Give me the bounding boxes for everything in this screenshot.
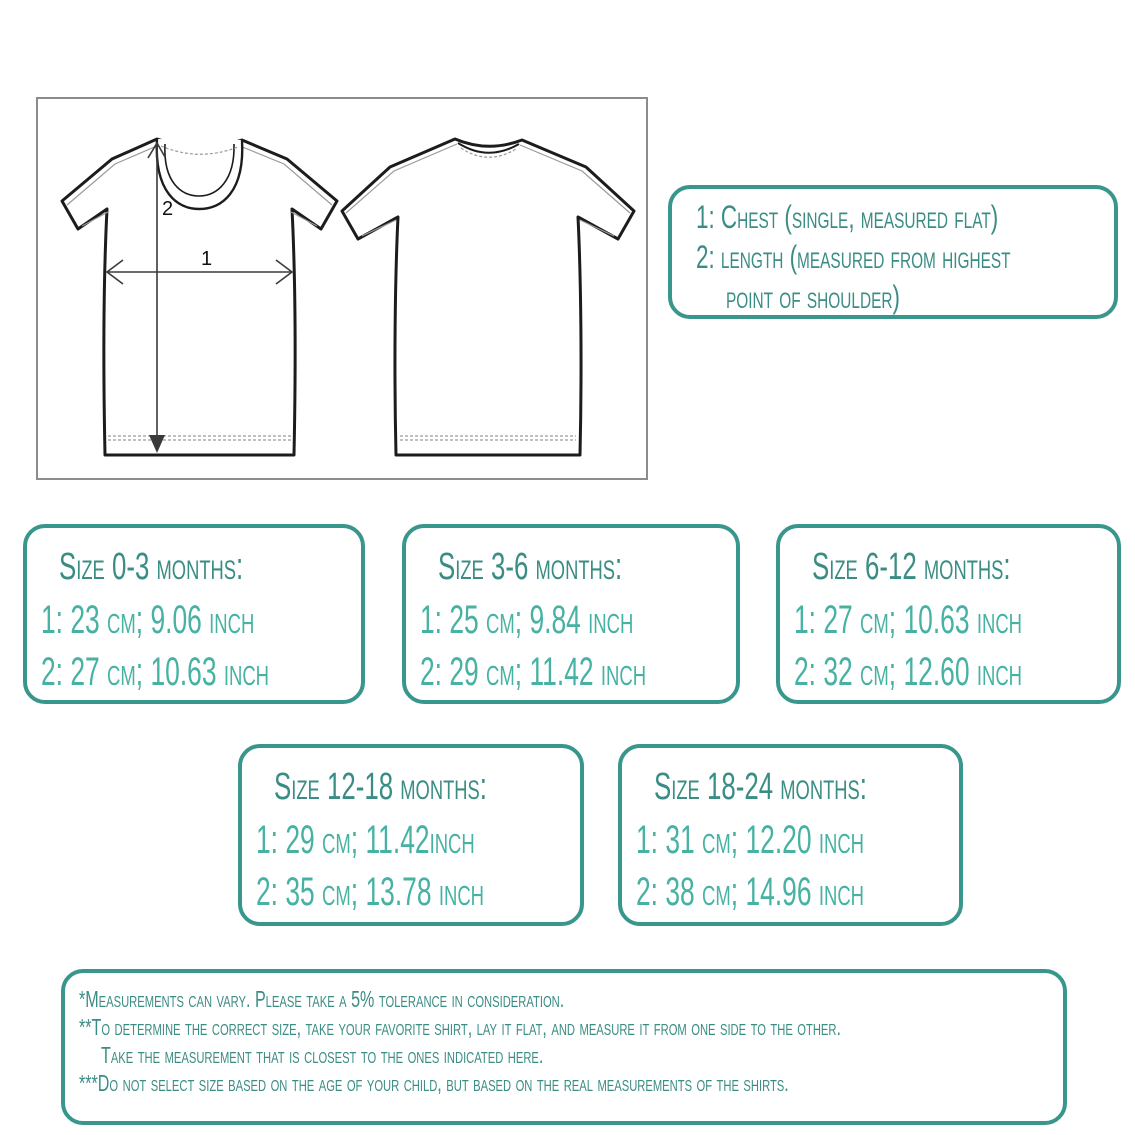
size-box-title: Size 18-24 months: <box>654 766 867 808</box>
size-box-title: Size 3-6 months: <box>438 546 623 588</box>
back-tshirt-drawing <box>342 139 634 455</box>
footnote-tolerance: *Measurements can vary. Please take a 5% tolerance in consideration. <box>79 986 565 1012</box>
length-arrow-label: 2 <box>162 198 174 220</box>
size-box-6-12-months <box>776 524 1121 704</box>
tshirt-diagram-svg <box>38 99 646 478</box>
size-box-3-6-months <box>402 524 740 704</box>
footnote-how-to-measure: **To determine the correct size, take your favorite shirt, lay it flat, and measure it from one side to the other. <box>79 1014 841 1040</box>
chest-arrow-label: 1 <box>201 248 213 270</box>
size-box-chest: 1: 31 cm; 12.20 inch <box>636 818 865 862</box>
size-box-length: 2: 27 cm; 10.63 inch <box>41 650 270 694</box>
footnotes <box>61 969 1067 1125</box>
size-box-12-18-months <box>238 744 584 926</box>
size-box-title: Size 12-18 months: <box>274 766 487 808</box>
size-box-title: Size 6-12 months: <box>812 546 1011 588</box>
footnote-how-to-measure-cont: Take the measurement that is closest to the ones indicated here. <box>101 1042 544 1068</box>
footnote-age-warning: ***Do not select size based on the age of your child, but based on the real measurements of the shirts. <box>79 1070 789 1096</box>
size-box-length: 2: 35 cm; 13.78 inch <box>256 870 485 914</box>
legend-line-chest: 1: Chest (single, measured flat) <box>696 199 999 235</box>
size-box-chest: 1: 23 cm; 9.06 inch <box>41 598 255 642</box>
size-box-18-24-months <box>618 744 963 926</box>
legend-line-length: 2: length (measured from highest <box>696 239 1011 275</box>
size-box-length: 2: 29 cm; 11.42 inch <box>420 650 647 694</box>
size-box-0-3-months <box>23 524 365 704</box>
size-box-chest: 1: 27 cm; 10.63 inch <box>794 598 1023 642</box>
legend-line-length-cont: point of shoulder) <box>726 279 900 315</box>
size-box-title: Size 0-3 months: <box>59 546 244 588</box>
measurement-legend <box>668 185 1118 319</box>
front-tshirt-drawing <box>62 139 337 455</box>
size-box-length: 2: 38 cm; 14.96 inch <box>636 870 865 914</box>
size-box-chest: 1: 25 cm; 9.84 inch <box>420 598 634 642</box>
tshirt-diagram <box>36 97 648 480</box>
size-box-length: 2: 32 cm; 12.60 inch <box>794 650 1023 694</box>
size-box-chest: 1: 29 cm; 11.42inch <box>256 818 475 862</box>
